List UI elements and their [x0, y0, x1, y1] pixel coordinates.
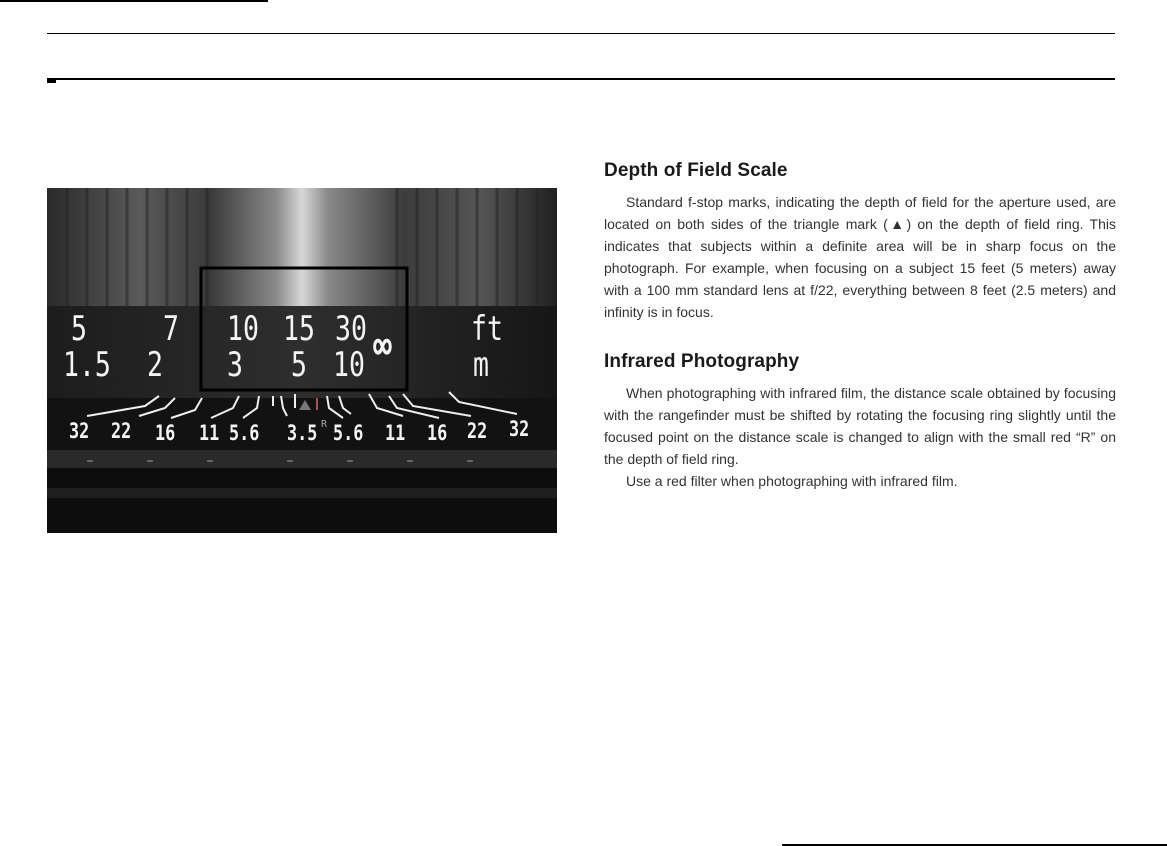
aperture-left-5-6: 5.6: [229, 421, 260, 445]
top-left-rule: [0, 0, 268, 2]
lens-scale-photo: [47, 188, 557, 533]
distance-m-2: 2: [147, 345, 163, 385]
aperture-left-22: 22: [111, 419, 132, 443]
aperture-right-11: 11: [385, 421, 406, 445]
infrared-r-mark: R: [321, 419, 328, 430]
infinity-mark: ∞: [373, 323, 392, 369]
distance-ft-30: 30: [335, 309, 367, 349]
heading-infrared: Infrared Photography: [604, 351, 800, 372]
distance-m-10: 10: [333, 345, 365, 385]
aperture-right-16: 16: [427, 421, 448, 445]
distance-m-1-5: 1.5: [63, 345, 111, 385]
aperture-right-22: 22: [467, 419, 488, 443]
aperture-left-32: 32: [69, 419, 90, 443]
paragraph-infrared-2: Use a red filter when photographing with infrared film.: [626, 473, 958, 489]
paragraph-infrared-1: When photographing with infrared film, the distance scale obtained by focusing with the rangefinder must be shifted by rotating the focusing ring slightly until the focused point on the distance scale is changed to align with the small red “R” on the depth of field ring.: [604, 385, 1116, 467]
header-thin-rule: [47, 33, 1115, 34]
aperture-right-32: 32: [509, 417, 530, 441]
distance-ft-10: 10: [227, 309, 259, 349]
distance-ft-5: 5: [71, 309, 87, 349]
distance-m-5: 5: [291, 345, 307, 385]
header-thick-rule: [47, 78, 1115, 80]
distance-unit-m: m: [473, 345, 489, 385]
header-rule-tick: [47, 78, 56, 83]
distance-m-3: 3: [227, 345, 243, 385]
aperture-right-5-6: 5.6: [333, 421, 364, 445]
text-column: [604, 160, 1116, 492]
heading-depth-of-field: Depth of Field Scale: [604, 160, 788, 181]
aperture-left-11: 11: [199, 421, 220, 445]
aperture-left-16: 16: [155, 421, 176, 445]
distance-ft-7: 7: [163, 309, 179, 349]
paragraph-depth-of-field: Standard f-stop marks, indicating the depth of field for the aperture used, are located on both sides of the triangle mark (▲) on the depth of field ring. This indicates that subjects within a definite area will be in sharp focus on the photograph. For example, when focusing on a subject 15 feet (5 meters) away with a 100 mm standard lens at f/22, everything between 8 feet (2.5 meters) and infinity is in focus.: [604, 194, 1116, 320]
distance-ft-15: 15: [283, 309, 315, 349]
aperture-max-3-5: 3.5: [287, 421, 318, 445]
distance-unit-ft: ft: [471, 309, 503, 349]
